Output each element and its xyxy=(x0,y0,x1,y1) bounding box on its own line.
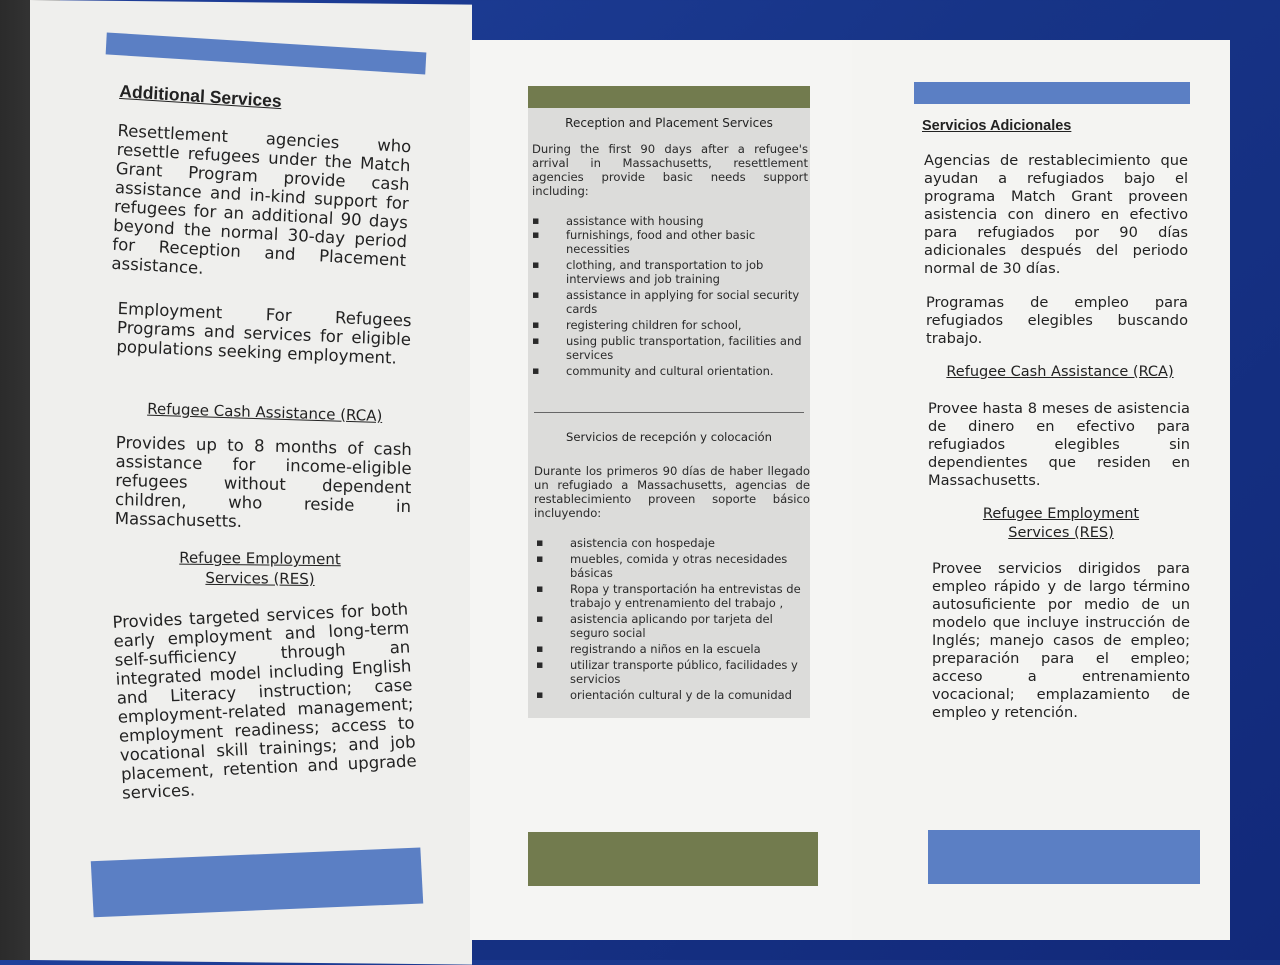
section-divider xyxy=(534,412,804,413)
empleo-paragraph: Programas de empleo para refugiados elegibles buscando trabajo. xyxy=(926,294,1188,347)
list-item: ▪ registering children for school, xyxy=(532,318,808,332)
res-heading-right-line1: Refugee Employment xyxy=(982,506,1140,522)
servicios-adicionales-heading: Servicios Adicionales xyxy=(922,118,1072,134)
res-heading-line1: Refugee Employment xyxy=(179,548,341,569)
match-grant-paragraph-es: Agencias de restablecimiento que ayudan a refugiados bajo el programa Match Grant proveen asistencia con dinero en efectivo para refugiados por 90 días adicionales después del periodo normal de 30 días. xyxy=(924,152,1188,277)
reception-placement-heading: Reception and Placement Services xyxy=(565,116,773,130)
list-item: ▪ clothing, and transportation to job interviews and job training xyxy=(532,258,808,286)
brochure-panel-right xyxy=(852,40,1230,940)
brochure-panel-middle xyxy=(470,40,855,940)
rca-paragraph-es: Provee hasta 8 meses de asistencia de dinero en efectivo para refugiados elegibles sin dependientes que residen en Massachusetts. xyxy=(928,400,1190,489)
list-item: ▪ Ropa y transportación ha entrevistas de trabajo y entrenamiento del trabajo , xyxy=(536,582,812,610)
bottom-blue-bar xyxy=(91,847,423,917)
match-grant-paragraph: Resettlement agencies who resettle refugees under the Match Grant Program provide cash assistance and in-kind support for refugees for an additional 90 days beyond the normal 30-day period for Reception and Placement assistance. xyxy=(111,120,412,278)
employment-paragraph: Employment For Refugees Programs and services for eligible populations seeking employment. xyxy=(116,298,412,368)
bottom-olive-bar xyxy=(528,832,818,886)
list-item: ▪ furnishings, food and other basic necessities xyxy=(532,228,808,256)
recepcion-list-es xyxy=(536,536,812,702)
rca-heading: Refugee Cash Assistance (RCA) xyxy=(147,399,383,425)
list-item: ▪ community and cultural orientation. xyxy=(532,364,808,378)
list-item: ▪ utilizar transporte público, facilidades y servicios xyxy=(536,658,812,686)
res-heading-right-line2: Services (RES) xyxy=(1008,525,1114,541)
top-blue-bar-right xyxy=(914,82,1190,104)
list-item: ▪ assistance with housing xyxy=(532,214,808,228)
list-item: ▪ using public transportation, facilities and services xyxy=(532,334,808,362)
res-paragraph: Provides targeted services for both early employment and long-term self-sufficiency through an integrated model including English and Literacy instruction; case employment-related management; employment readiness; access to vocational skill trainings; and job placement, retention and upgrade services. xyxy=(112,599,418,803)
res-paragraph-es: Provee servicios dirigidos para empleo rápido y de largo término autosuficiente por medio de un modelo que incluye instrucción de Inglés; manejo casos de empleo; preparación para el empleo; acceso a entrenamiento vocacional; emplazamiento de empleo y retención. xyxy=(932,560,1190,721)
rca-paragraph: Provides up to 8 months of cash assistance for income-eligible refugees without dependent children, who reside in Massachusetts. xyxy=(114,432,412,531)
res-heading-line2: Services (RES) xyxy=(205,568,315,588)
bottom-blue-bar-right xyxy=(928,830,1200,884)
recepcion-intro-es: Durante los primeros 90 días de haber llegado un refugiado a Massachusetts, agencias de restablecimiento proveen soporte básico incluyendo: xyxy=(534,464,810,520)
top-olive-bar xyxy=(528,86,810,108)
reception-list-en xyxy=(532,214,808,378)
brochure-panel-left xyxy=(30,0,472,965)
list-item: ▪ orientación cultural y de la comunidad xyxy=(536,688,812,702)
list-item: ▪ asistencia con hospedaje xyxy=(536,536,812,550)
reception-intro-en: During the first 90 days after a refugee's arrival in Massachusetts, resettlement agencies provide basic needs support including: xyxy=(532,142,808,198)
list-item: ▪ registrando a niños en la escuela xyxy=(536,642,812,656)
additional-services-heading: Additional Services xyxy=(118,80,283,112)
list-item: ▪ asistencia aplicando por tarjeta del seguro social xyxy=(536,612,812,640)
rca-heading-right: Refugee Cash Assistance (RCA) xyxy=(946,364,1174,380)
top-blue-bar xyxy=(106,32,427,74)
recepcion-colocacion-heading: Servicios de recepción y colocación xyxy=(565,430,772,444)
list-item: ▪ assistance in applying for social security cards xyxy=(532,288,808,316)
list-item: ▪ muebles, comida y otras necesidades básicas xyxy=(536,552,812,580)
